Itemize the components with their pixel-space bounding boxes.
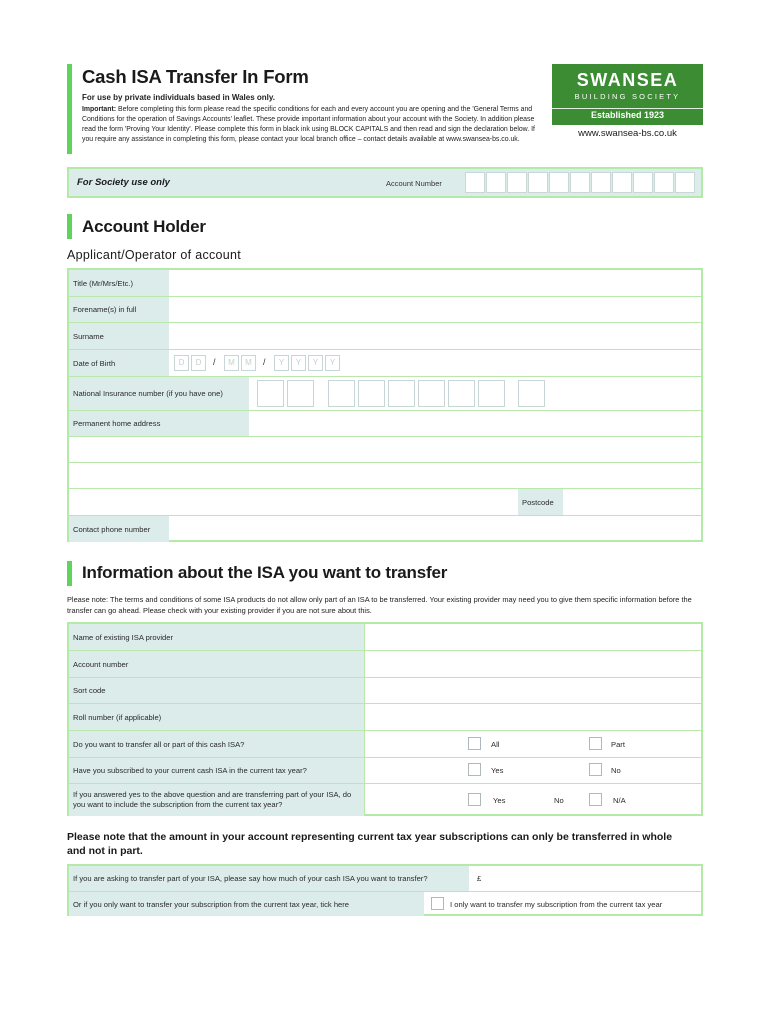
account-number-digit[interactable] <box>507 172 527 193</box>
forename-field[interactable] <box>170 297 701 322</box>
website-link[interactable]: www.swansea-bs.co.uk <box>578 128 677 139</box>
dob-day-2[interactable]: D <box>191 355 206 371</box>
address-line-4[interactable] <box>69 489 518 515</box>
title-field[interactable] <box>170 270 701 296</box>
account-number-digit[interactable] <box>570 172 590 193</box>
ni-label: National Insurance number (if you have one) <box>69 377 249 410</box>
account-number-digit[interactable] <box>486 172 506 193</box>
include-subscription-row <box>69 784 701 816</box>
include-na-checkbox[interactable] <box>589 793 602 806</box>
dob-separator: / <box>213 357 216 367</box>
roll-number-row <box>69 704 701 730</box>
transfer-all-label: All <box>491 740 500 749</box>
account-number-boxes <box>465 172 695 193</box>
ni-box[interactable] <box>418 380 445 407</box>
transfer-all-checkbox[interactable] <box>468 737 481 750</box>
dob-row <box>69 350 701 376</box>
applicant-subheading: Applicant/Operator of account <box>67 248 242 262</box>
title-accent-bar <box>67 64 72 154</box>
subscription-only-label: I only want to transfer my subscription from the current tax year <box>450 900 663 909</box>
account-number-digit[interactable] <box>549 172 569 193</box>
account-number-digit[interactable] <box>633 172 653 193</box>
amount-field[interactable] <box>487 866 701 891</box>
roll-number-label: Roll number (if applicable) <box>69 704 364 730</box>
address-line-2[interactable] <box>69 437 701 462</box>
sort-code-label: Sort code <box>69 678 364 703</box>
ni-box[interactable] <box>388 380 415 407</box>
dob-year-4[interactable]: Y <box>325 355 340 371</box>
sort-code-row <box>69 678 701 703</box>
ni-box[interactable] <box>257 380 284 407</box>
intro-important-label: Important: <box>82 106 117 113</box>
phone-row <box>69 516 701 542</box>
intro-paragraph <box>82 105 537 145</box>
provider-field[interactable] <box>365 624 701 650</box>
address-line-1[interactable] <box>250 411 701 436</box>
address-label: Permanent home address <box>69 411 249 436</box>
intro-text: Before completing this form please read the specific conditions for each and every account you are opening and the 'General Terms and Conditions for the operation of Savings Accounts' leaflet. These provide important information about your account with the Society. In addition please read the form 'Proving Your Identity'. Please complete this form in black ink using BLOCK CAPITALS and then read and sign the declaration below. If you require any assistance in completing this form, please contact your local branch office – contact details available at www.swansea-bs.co.uk. <box>82 106 535 144</box>
ni-box[interactable] <box>518 380 545 407</box>
logo-subtitle: BUILDING SOCIETY <box>574 92 681 101</box>
phone-field[interactable] <box>170 516 701 542</box>
account-number-digit[interactable] <box>465 172 485 193</box>
transfer-amount-row <box>69 731 701 757</box>
isa-info-table <box>67 622 703 816</box>
subscribed-yes-checkbox[interactable] <box>468 763 481 776</box>
provider-label: Name of existing ISA provider <box>69 624 364 650</box>
address-line-3[interactable] <box>69 463 701 488</box>
account-number-digit[interactable] <box>528 172 548 193</box>
surname-row <box>69 323 701 349</box>
surname-field[interactable] <box>170 323 701 349</box>
surname-label: Surname <box>69 323 169 349</box>
title-row <box>69 270 701 296</box>
society-use-box <box>67 167 703 198</box>
subscription-only-checkbox[interactable] <box>431 897 444 910</box>
column-divider <box>364 624 365 816</box>
isa-account-number-row <box>69 651 701 677</box>
subscribed-row <box>69 758 701 783</box>
logo-name: SWANSEA <box>576 70 679 90</box>
amount-row <box>69 866 701 891</box>
account-holder-accent-bar <box>67 214 72 239</box>
account-number-digit[interactable] <box>612 172 632 193</box>
part-transfer-note: Please note that the amount in your account representing current tax year subscriptions can only be transferred in whole and not in part. <box>67 831 673 857</box>
subscribed-yes-label: Yes <box>491 766 504 775</box>
dob-month-2[interactable]: M <box>241 355 256 371</box>
transfer-part-label: Part <box>611 740 625 749</box>
include-no-label: No <box>554 796 564 805</box>
logo-established: Established 1923 <box>590 110 665 120</box>
isa-info-heading: Information about the ISA you want to transfer <box>82 563 448 582</box>
ni-box[interactable] <box>328 380 355 407</box>
address-row <box>69 411 701 436</box>
isa-account-number-label: Account number <box>69 651 364 677</box>
amount-question: If you are asking to transfer part of your ISA, please say how much of your cash ISA you want to transfer? <box>69 866 469 891</box>
isa-info-note: Please note: The terms and conditions of some ISA products do not allow only part of an ISA to be transferred. Your existing provider may need you to give them specific information before the transfer can go ahead. Please check with your existing provider if you are not sure about this. <box>67 595 692 615</box>
ni-row <box>69 377 701 410</box>
account-number-digit[interactable] <box>591 172 611 193</box>
postcode-row <box>69 489 701 515</box>
provider-row <box>69 624 701 650</box>
subscribed-no-checkbox[interactable] <box>589 763 602 776</box>
form-title: Cash ISA Transfer In Form <box>82 66 309 87</box>
ni-box[interactable] <box>287 380 314 407</box>
isa-info-accent-bar <box>67 561 72 586</box>
logo-divider <box>552 108 703 109</box>
dob-year-1[interactable]: Y <box>274 355 289 371</box>
account-holder-table <box>67 268 703 542</box>
isa-account-number-field[interactable] <box>365 651 701 677</box>
phone-label: Contact phone number <box>69 516 169 542</box>
subscription-only-row <box>69 892 701 916</box>
ni-box[interactable] <box>448 380 475 407</box>
account-number-label: Account Number <box>386 179 442 188</box>
include-question: If you answered yes to the above question and are transferring part of your ISA, do you want to include the subscription from the current tax year? <box>69 784 364 816</box>
postcode-label: Postcode <box>518 489 563 515</box>
postcode-field[interactable] <box>564 489 701 515</box>
include-na-label: N/A <box>613 796 626 805</box>
include-yes-label: Yes <box>493 796 506 805</box>
ni-box[interactable] <box>358 380 385 407</box>
swansea-logo <box>552 64 703 125</box>
subscribed-question: Have you subscribed to your current cash ISA in the current tax year? <box>69 758 364 783</box>
subscription-question: Or if you only want to transfer your subscription from the current tax year, tick here <box>69 892 424 916</box>
currency-symbol: £ <box>477 874 482 883</box>
form-subtitle: For use by private individuals based in Wales only. <box>82 93 275 102</box>
dob-label: Date of Birth <box>69 350 169 376</box>
society-use-label: For Society use only <box>77 177 170 188</box>
sort-code-field[interactable] <box>365 678 701 703</box>
account-holder-heading: Account Holder <box>82 217 206 236</box>
roll-number-field[interactable] <box>365 704 701 730</box>
dob-month-1[interactable]: M <box>224 355 239 371</box>
transfer-question: Do you want to transfer all or part of this cash ISA? <box>69 731 364 757</box>
forename-row <box>69 297 701 322</box>
part-transfer-table <box>67 864 703 916</box>
dob-year-3[interactable]: Y <box>308 355 323 371</box>
dob-separator: / <box>263 357 266 367</box>
title-label: Title (Mr/Mrs/Etc.) <box>69 270 169 296</box>
account-number-digit[interactable] <box>675 172 695 193</box>
dob-year-2[interactable]: Y <box>291 355 306 371</box>
ni-box[interactable] <box>478 380 505 407</box>
include-yes-checkbox[interactable] <box>468 793 481 806</box>
account-number-digit[interactable] <box>654 172 674 193</box>
transfer-part-checkbox[interactable] <box>589 737 602 750</box>
subscribed-no-label: No <box>611 766 621 775</box>
forename-label: Forename(s) in full <box>69 297 169 322</box>
dob-day-1[interactable]: D <box>174 355 189 371</box>
